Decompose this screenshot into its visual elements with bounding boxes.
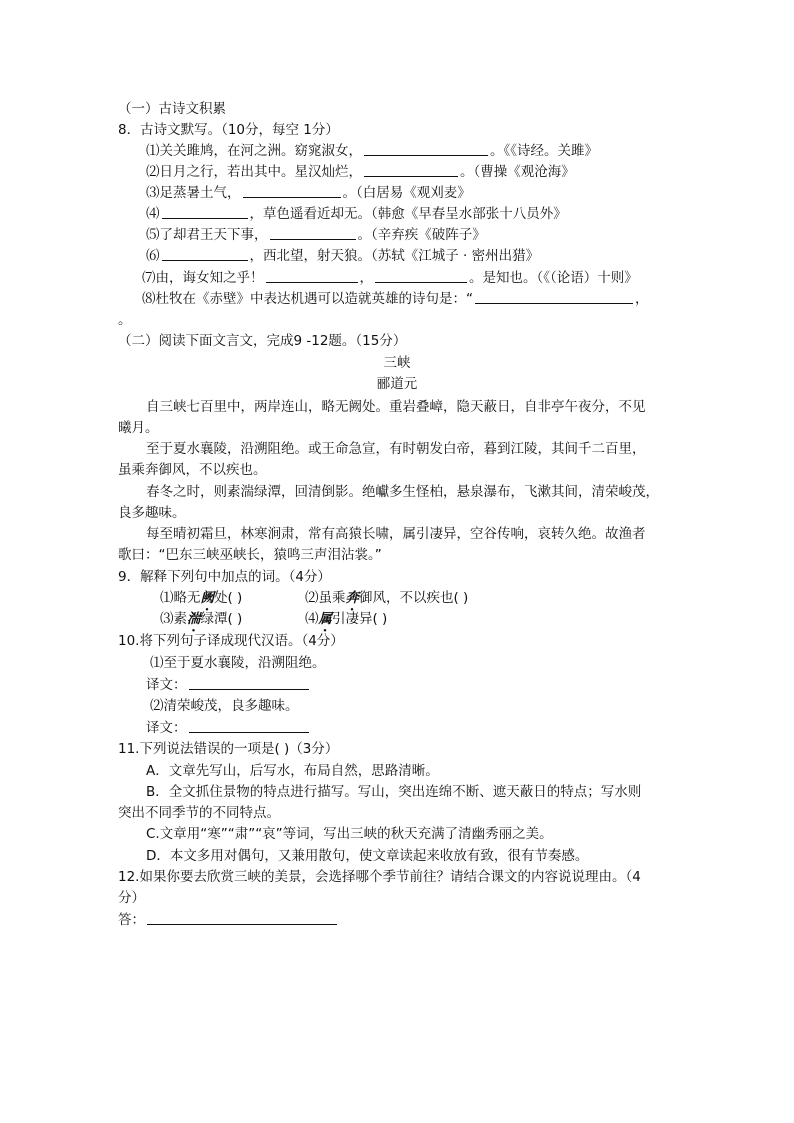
q10-sentence-1: ⑴至于夏水襄陵，沿溯阻绝。 bbox=[150, 655, 326, 671]
translation-blank[interactable] bbox=[189, 675, 309, 690]
q8-item-6: ⑹ ，西北望，射天狼。（苏轼《江城子 · 密州出猎》 bbox=[146, 248, 540, 264]
answer-blank[interactable] bbox=[243, 183, 341, 198]
q8-item-1: ⑴关关雎鸠，在河之洲。窈窕淑女， 。《《诗经。关雎》 bbox=[146, 143, 598, 159]
q11-option-b-line-1: B．全文抓住景物的特点进行描写。写山，突出连绵不断、遮天蔽日的特点；写水则 bbox=[146, 784, 642, 800]
translation-blank[interactable] bbox=[189, 718, 309, 733]
q8-item-4: ⑷ ，草色遥看近却无。（韩愈《早春呈水部张十八员外》 bbox=[146, 206, 567, 222]
q11-option-d: D．本文多用对偶句，又兼用散句，使文章读起来收放有致，很有节奏感。 bbox=[146, 848, 589, 864]
q8-item-7: ⑺由，诲女知之乎！ ， 。是知也。（《（论语）十则》 bbox=[142, 270, 638, 286]
q8-item-3: ⑶足蒸暑土气， 。（白居易《观刈麦》 bbox=[146, 185, 471, 201]
answer-blank[interactable] bbox=[147, 910, 337, 925]
q8-item-5: ⑸了却君王天下事， 。（辛弃疾《破阵子》 bbox=[146, 227, 486, 243]
q8-stem: 8．古诗文默写。（10分，每空 1分） bbox=[118, 122, 339, 138]
passage-para-4-line-2: 歌曰：“巴东三峡巫峡长，猿鸣三声泪沾裳。” bbox=[118, 547, 382, 563]
answer-blank[interactable] bbox=[364, 162, 458, 177]
passage-para-1-line-1: 自三峡七百里中，两岸连山，略无阙处。重岩叠嶂，隐天蔽日，自非亭午夜分，不见 bbox=[146, 399, 646, 415]
q12-stem-line-2: 分） bbox=[118, 890, 145, 906]
q9-item-1: ⑴略无阙处( ) bbox=[160, 590, 243, 606]
passage-para-4-line-1: 每至晴初霜旦，林寒涧肃，常有高猿长啸，属引凄异，空谷传响，哀转久绝。故渔者 bbox=[146, 526, 646, 542]
section-2-title: （二）阅读下面文言文，完成9 -12题。（15分） bbox=[118, 333, 407, 349]
q8-item-8: ⑻杜牧在《赤壁》中表达机遇可以造就英雄的诗句是：“ ， bbox=[142, 291, 649, 307]
q11-option-a: A．文章先写山，后写水，布局自然，思路清晰。 bbox=[146, 763, 439, 779]
answer-blank[interactable] bbox=[364, 141, 488, 156]
passage-para-2-line-2: 虽乘奔御风，不以疾也。 bbox=[118, 462, 267, 478]
passage-author: 郦道元 bbox=[376, 376, 418, 392]
passage-title: 三峡 bbox=[383, 355, 411, 371]
q11-option-c: C.文章用“寒”“肃”“哀”等词，写出三峡的秋天充满了清幽秀丽之美。 bbox=[146, 826, 553, 842]
q10-sentence-2: ⑵清荣峻茂，良多趣味。 bbox=[150, 698, 299, 714]
q10-stem: 10.将下列句子译成现代汉语。（4分） bbox=[118, 633, 344, 649]
q9-item-2: ⑵虽乘奔御风，不以疾也( ) bbox=[305, 590, 469, 606]
q12-stem-line-1: 12.如果你要去欣赏三峡的美景，会选择哪个季节前往？请结合课文的内容说说理由。（4 bbox=[118, 869, 641, 885]
q11-stem: 11.下列说法错误的一项是( )（3分） bbox=[118, 741, 339, 757]
q8-item-2: ⑵日月之行，若出其中。星汉灿烂， 。（曹操《观沧海》 bbox=[146, 164, 575, 180]
answer-blank[interactable] bbox=[375, 268, 467, 283]
q10-answer-2: 译文： bbox=[146, 718, 311, 738]
section-1-title: （一）古诗文积累 bbox=[118, 101, 226, 117]
q9-stem: 9．解释下列句中加点的词。（4分） bbox=[118, 569, 331, 585]
q12-answer: 答： bbox=[118, 910, 339, 930]
answer-blank[interactable] bbox=[266, 268, 358, 283]
q10-answer-1: 译文： bbox=[146, 675, 311, 695]
answer-blank[interactable] bbox=[475, 289, 633, 304]
passage-para-2-line-1: 至于夏水襄陵，沿溯阻绝。或王命急宣，有时朝发白帝，暮到江陵，其间千二百里， bbox=[146, 441, 646, 457]
passage-para-3-line-2: 良多趣味。 bbox=[118, 505, 186, 521]
q9-item-3: ⑶素湍绿潭( ) bbox=[160, 611, 243, 627]
q11-option-b-line-2: 突出不同季节的不同特点。 bbox=[118, 805, 280, 821]
answer-blank[interactable] bbox=[270, 225, 356, 240]
q8-tail: 。 bbox=[118, 312, 132, 328]
q9-item-4: ⑷属引凄异( ) bbox=[305, 611, 388, 627]
answer-blank[interactable] bbox=[162, 204, 248, 219]
passage-para-3-line-1: 春冬之时，则素湍绿潭，回清倒影。绝巘多生怪柏，悬泉瀑布，飞漱其间，清荣峻茂， bbox=[146, 484, 659, 500]
answer-blank[interactable] bbox=[162, 246, 248, 261]
passage-para-1-line-2: 曦月。 bbox=[118, 420, 159, 436]
